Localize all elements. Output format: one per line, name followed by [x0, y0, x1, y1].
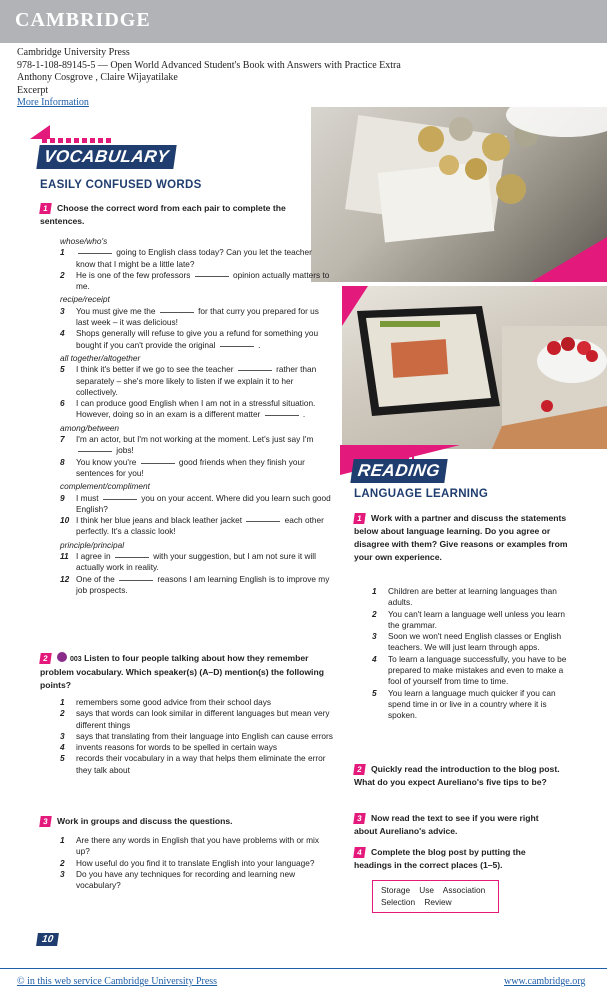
reading-task-4 [354, 846, 564, 872]
task3-list [60, 835, 335, 891]
item-text: says that translating from their language into English can cause errors [76, 730, 333, 741]
exercise-item [60, 731, 335, 742]
item-text: Do you have any techniques for recording and learning new vocabulary? [76, 868, 296, 891]
word-pair-label: among/between [60, 422, 120, 433]
answer-blank[interactable] [115, 557, 149, 558]
item-number: 10 [60, 515, 70, 526]
audio-track: 003 [70, 656, 82, 663]
reading-statements [372, 586, 572, 722]
header-bar [0, 0, 607, 43]
answer-blank[interactable] [119, 580, 153, 581]
item-text: One of the reasons I am learning English is to improve my job prospects. [76, 573, 330, 595]
headings-word-box [372, 880, 499, 913]
meta-line: 978-1-108-89145-5 — Open World Advanced Student's Book with Answers with Practice Extra [17, 59, 401, 71]
item-text: You can't learn a language well unless you learn the grammar. [388, 608, 566, 630]
word-box-line: Storage Use Association [381, 885, 486, 895]
task-number: 1 [353, 513, 366, 524]
answer-blank[interactable] [160, 312, 194, 313]
word-pair-label: all together/altogether [60, 352, 141, 363]
item-text: I must you on your accent. Where did you learn such good English? [76, 492, 331, 514]
reading-tag: READING [350, 459, 447, 483]
exercise-item [372, 609, 572, 632]
photo-coins-receipt [311, 107, 607, 282]
item-text: I agree in with your suggestion, but I am not sure it will actually work in reality. [76, 551, 316, 573]
answer-blank[interactable] [238, 370, 272, 371]
task-instruction: Complete the blog post by putting the headings in the correct places (1–5). [354, 847, 526, 870]
item-number: 11 [60, 551, 69, 562]
item-number: 4 [372, 653, 377, 664]
word-pair-label: whose/who's [60, 236, 108, 246]
answer-blank[interactable] [246, 521, 280, 522]
item-text: Soon we won't need English classes or English teachers. We will just learn through apps. [388, 631, 562, 653]
answer-blank[interactable] [195, 276, 229, 277]
item-text: Children are better at learning languages than adults. [388, 586, 557, 608]
reading-task-3 [354, 812, 564, 838]
item-text: Shops generally will refuse to give you a refund for something you bought if you can't provide the original . [76, 328, 319, 350]
answer-blank[interactable] [78, 451, 112, 452]
item-text: Are there any words in English that you have problems with or mix up? [76, 835, 320, 857]
item-number: 2 [60, 708, 65, 719]
vocab-exercise-list [60, 234, 332, 596]
photo-tablet-recipe [342, 286, 607, 449]
item-number: 3 [372, 631, 377, 642]
meta-line: Cambridge University Press [17, 47, 130, 58]
item-text: going to English class today? Can you let the teacher know that I might be a little late? [76, 247, 312, 269]
exercise-item [60, 574, 332, 597]
exercise-item [60, 708, 335, 731]
page-number: 10 [36, 933, 59, 946]
vocab-subheading: EASILY CONFUSED WORDS [40, 179, 202, 191]
reading-task-1 [354, 512, 569, 564]
item-number: 5 [60, 364, 65, 375]
vocab-task-1 [40, 202, 305, 228]
exercise-item [60, 869, 335, 892]
item-text: says that words can look similar in different languages but mean very different things [76, 708, 330, 730]
tag-stripes [42, 138, 112, 143]
item-number: 8 [60, 456, 65, 467]
exercise-item [60, 328, 332, 351]
item-number: 7 [60, 434, 65, 445]
meta-line: Anthony Cosgrove , Claire Wijayatilake [17, 72, 178, 83]
item-text: I think it's better if we go to see the teacher rather than separately – she's more likely to listen if we explain it to her collectively. [76, 364, 317, 397]
meta-line: Excerpt [17, 84, 49, 96]
exercise-item [372, 586, 572, 609]
exercise-item [60, 398, 332, 421]
exercise-item [60, 457, 332, 480]
exercise-item [60, 753, 335, 776]
item-number: 9 [60, 492, 65, 503]
task-instruction: Work with a partner and discuss the statements below about language learning. Do you agree or disagree with them? Give reasons or examples from your own experience. [354, 513, 568, 562]
item-text: You learn a language much quicker if you can spend time in or live in a country where it is spoken. [388, 687, 556, 721]
item-text: invents reasons for words to be spelled in certain ways [76, 742, 278, 753]
word-pair-label: recipe/receipt [60, 294, 110, 305]
item-number: 4 [60, 742, 65, 753]
exercise-item [60, 515, 332, 538]
item-text: You know you're good friends when they finish your sentences for you! [76, 456, 305, 478]
exercise-item [60, 364, 332, 398]
task-instruction: Quickly read the introduction to the blog post. What do you expect Aureliano's five tips to be? [354, 764, 560, 787]
website-link[interactable]: www.cambridge.org [504, 976, 586, 987]
exercise-item [60, 858, 335, 869]
task-number: 3 [353, 813, 366, 824]
item-number: 1 [60, 835, 65, 845]
item-number: 2 [60, 857, 65, 868]
task-number: 4 [353, 847, 366, 858]
item-number: 5 [372, 687, 377, 698]
item-number: 1 [60, 247, 65, 258]
word-box-line: Selection Review [381, 897, 452, 907]
item-number: 12 [60, 573, 70, 584]
item-text: How useful do you find it to translate English into your language? [76, 857, 315, 868]
item-text: I can produce good English when I am not in a stressful situation. However, doing so in an exam is a different matter . [76, 398, 316, 420]
item-number: 1 [372, 586, 377, 596]
task2-list [60, 697, 335, 776]
book-metadata [17, 47, 401, 110]
decorative-triangle [30, 125, 50, 139]
item-number: 2 [372, 608, 377, 619]
item-number: 5 [60, 753, 65, 764]
footer-divider [0, 968, 607, 969]
task-number: 2 [39, 653, 52, 664]
exercise-item [60, 697, 335, 708]
answer-blank[interactable] [141, 463, 175, 464]
item-number: 2 [60, 269, 65, 280]
vocab-task-3 [40, 815, 330, 828]
vocab-task-2 [40, 652, 340, 692]
item-number: 6 [60, 398, 65, 409]
item-number: 3 [60, 305, 65, 316]
task-instruction: Now read the text to see if you were right about Aureliano's advice. [354, 813, 539, 836]
item-text: To learn a language successfully, you have to be prepared to make mistakes and even to make a fool of yourself from time to time. [388, 653, 567, 687]
answer-blank[interactable] [265, 415, 299, 416]
item-text: records their vocabulary in a way that helps them eliminate the error they talk about [76, 753, 326, 775]
item-text: He is one of the few professors opinion actually matters to me. [76, 269, 330, 292]
task-number: 2 [353, 764, 366, 775]
task-number: 1 [39, 203, 52, 214]
answer-blank[interactable] [78, 253, 112, 254]
reading-subheading: LANGUAGE LEARNING [354, 488, 489, 500]
item-text: remembers some good advice from their school days [76, 697, 272, 707]
exercise-item [60, 493, 332, 516]
item-text: I'm an actor, but I'm not working at the moment. Let's just say I'm jobs! [76, 434, 314, 456]
task-instruction: Work in groups and discuss the questions. [57, 816, 233, 826]
answer-blank[interactable] [220, 346, 254, 347]
word-pair-label: complement/compliment [60, 481, 150, 492]
audio-icon[interactable] [57, 652, 67, 662]
exercise-item [60, 835, 335, 858]
vocabulary-tag: VOCABULARY [36, 145, 176, 169]
task-instruction: Listen to four people talking about how they remember problem vocabulary. Which speaker(s) (A–D) mention(s) the following points? [40, 653, 324, 690]
answer-blank[interactable] [103, 499, 137, 500]
exercise-item [60, 551, 332, 574]
exercise-item [372, 688, 572, 722]
item-text: I think her blue jeans and black leather jacket each other perfectly. It's a classic look! [76, 515, 324, 537]
word-pair-label: principle/principal [60, 539, 125, 550]
exercise-item [60, 270, 332, 293]
item-text: You must give me the for that curry you prepared for us last week – it was delicious! [76, 305, 319, 328]
exercise-item [60, 742, 335, 753]
item-number: 1 [60, 697, 65, 707]
copyright-link[interactable]: © in this web service Cambridge University Press [17, 976, 218, 987]
item-number: 4 [60, 328, 65, 339]
more-information-link[interactable]: More Information [17, 97, 89, 108]
exercise-item [60, 247, 332, 270]
exercise-item [372, 654, 572, 688]
item-number: 3 [60, 730, 65, 741]
task-instruction: Choose the correct word from each pair to complete the sentences. [40, 203, 286, 226]
item-number: 3 [60, 868, 65, 879]
cambridge-logo: CAMBRIDGE [15, 9, 151, 31]
task-number: 3 [39, 816, 52, 827]
reading-task-2 [354, 763, 564, 789]
exercise-item [60, 306, 332, 329]
exercise-item [372, 631, 572, 654]
exercise-item [60, 434, 332, 457]
